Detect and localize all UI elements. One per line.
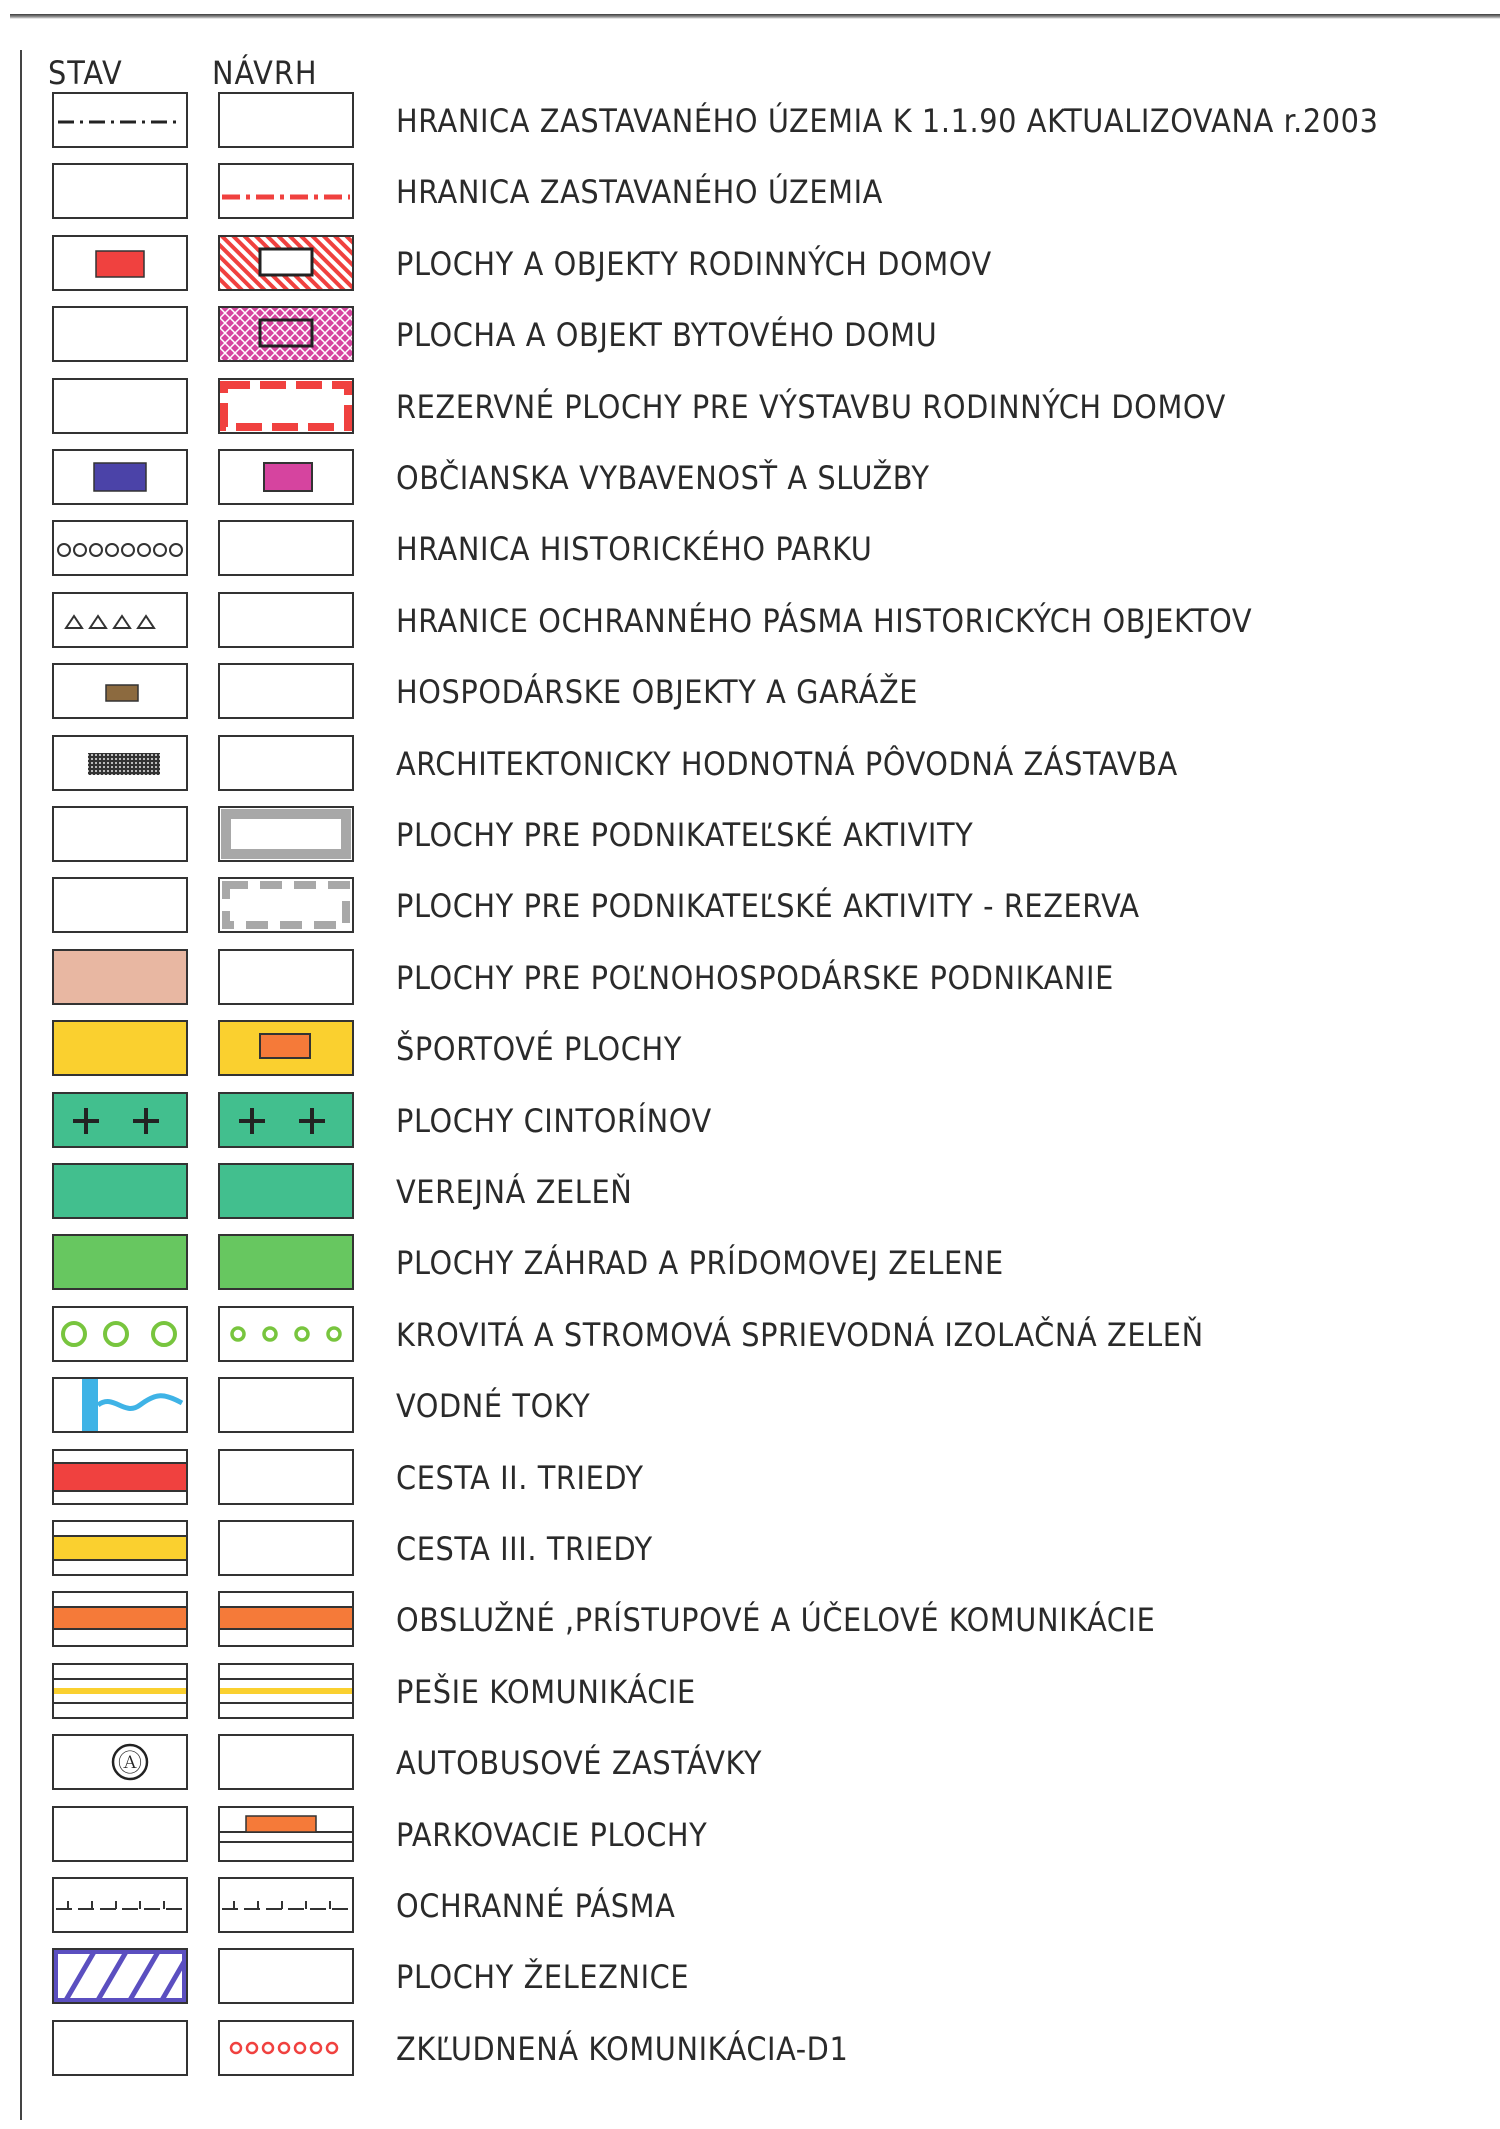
column-header-stav: STAV [48,54,123,92]
red-dashed-border-icon [218,378,354,434]
orange-dots-icon [218,2020,354,2076]
navrh-empty-cell [218,520,354,576]
stav-empty-cell [52,1806,188,1862]
navrh-empty-cell [218,1449,354,1505]
legend-row [0,1806,1500,1866]
legend-label: OBSLUŽNÉ ,PRÍSTUPOVÉ A ÚČELOVÉ KOMUNIKÁCIE [396,1601,1156,1639]
legend-row [0,1020,1500,1080]
legend-label: HRANICA HISTORICKÉHO PARKU [396,530,873,568]
protection-zone-icon [52,1877,188,1933]
legend-row [0,735,1500,795]
legend-label: PLOCHY CINTORÍNOV [396,1102,712,1140]
magenta-crosshatched-rectangle-icon [218,306,354,362]
yellow-thin-road-icon [52,1663,188,1719]
legend-row [0,1663,1500,1723]
grey-dashed-border-icon [218,877,354,933]
legend-row [0,1092,1500,1152]
legend-label: PLOCHY ZÁHRAD A PRÍDOMOVEJ ZELENE [396,1244,1004,1282]
legend-label: HRANICE OCHRANNÉHO PÁSMA HISTORICKÝCH OBJEKTOV [396,602,1253,640]
purple-hatched-icon [52,1948,188,2004]
legend-label: AUTOBUSOVÉ ZASTÁVKY [396,1744,763,1782]
legend-label: REZERVNÉ PLOCHY PRE VÝSTAVBU RODINNÝCH DOMOV [396,388,1226,426]
stav-empty-cell [52,877,188,933]
legend-label: HOSPODÁRSKE OBJEKTY A GARÁŽE [396,673,919,711]
legend-label: VEREJNÁ ZELEŇ [396,1173,633,1211]
yellow-fill-orange-rectangle-icon [218,1020,354,1076]
legend-label: ŠPORTOVÉ PLOCHY [396,1030,682,1068]
legend-row [0,306,1500,366]
parking-icon [218,1806,354,1862]
navrh-empty-cell [218,592,354,648]
legend-row [0,1163,1500,1223]
svg-text:Ⓐ: Ⓐ [118,1749,142,1777]
green-circles-icon [52,1306,188,1362]
navrh-empty-cell [218,949,354,1005]
yellow-fill-icon [52,1020,188,1076]
grey-border-icon [218,806,354,862]
navrh-empty-cell [218,1377,354,1433]
orange-road-icon [52,1591,188,1647]
legend-label: PLOCHY A OBJEKTY RODINNÝCH DOMOV [396,245,992,283]
navrh-empty-cell [218,92,354,148]
teal-fill-icon [218,1163,354,1219]
legend-row [0,92,1500,152]
brown-rectangle-icon [52,663,188,719]
legend-label: PLOCHY PRE POĽNOHOSPODÁRSKE PODNIKANIE [396,959,1114,997]
legend-label: PARKOVACIE PLOCHY [396,1816,708,1854]
legend-label: PEŠIE KOMUNIKÁCIE [396,1673,696,1711]
navrh-empty-cell [218,1948,354,2004]
circle-chain-icon [52,520,188,576]
legend-label: PLOCHY ŽELEZNICE [396,1958,690,1996]
navrh-empty-cell [218,735,354,791]
legend-label: VODNÉ TOKY [396,1387,591,1425]
legend-label: ZKĽUDNENÁ KOMUNIKÁCIA-D1 [396,2030,849,2068]
legend-row [0,877,1500,937]
blue-rectangle-icon [52,449,188,505]
protection-zone-icon [218,1877,354,1933]
paper-top-edge [10,14,1500,19]
legend-label: HRANICA ZASTAVANÉHO ÚZEMIA K 1.1.90 AKTUALIZOVANA r.2003 [396,102,1379,140]
legend-row [0,1591,1500,1651]
stav-empty-cell [52,2020,188,2076]
legend-label: CESTA II. TRIEDY [396,1459,644,1497]
column-header-navrh: NÁVRH [212,54,318,92]
legend-row [0,378,1500,438]
legend-row [0,520,1500,580]
green-fill-icon [218,1234,354,1290]
blue-stream-icon [52,1377,188,1433]
legend-row [0,1306,1500,1366]
red-hatched-rectangle-icon [218,235,354,291]
teal-cross-fill-icon [52,1092,188,1148]
legend-label: CESTA III. TRIEDY [396,1530,653,1568]
legend-row [0,2020,1500,2080]
legend-label: PLOCHA A OBJEKT BYTOVÉHO DOMU [396,316,938,354]
salmon-fill-icon [52,949,188,1005]
navrh-empty-cell [218,1734,354,1790]
legend-row [0,949,1500,1009]
legend-row [0,1948,1500,2008]
stav-empty-cell [52,306,188,362]
legend-label: ARCHITEKTONICKY HODNOTNÁ PÔVODNÁ ZÁSTAVBA [396,745,1178,783]
legend-label: PLOCHY PRE PODNIKATEĽSKÉ AKTIVITY [396,816,974,854]
legend-row [0,1877,1500,1937]
legend-row [0,1234,1500,1294]
green-small-circles-icon [218,1306,354,1362]
yellow-thin-road-icon [218,1663,354,1719]
red-rectangle-icon [52,235,188,291]
teal-fill-icon [52,1163,188,1219]
bus-stop-icon [52,1734,188,1790]
legend-row [0,592,1500,652]
legend-row [0,1377,1500,1437]
legend-row [0,663,1500,723]
legend-label: KROVITÁ A STROMOVÁ SPRIEVODNÁ IZOLAČNÁ ZELEŇ [396,1316,1204,1354]
orange-road-icon [218,1591,354,1647]
legend-label: OCHRANNÉ PÁSMA [396,1887,676,1925]
magenta-rectangle-icon [218,449,354,505]
navrh-empty-cell [218,1520,354,1576]
red-road-icon [52,1449,188,1505]
legend-label: OBČIANSKA VYBAVENOSŤ A SLUŽBY [396,459,930,497]
legend-row [0,163,1500,223]
stav-empty-cell [52,163,188,219]
teal-cross-fill-icon [218,1092,354,1148]
legend-row [0,1734,1500,1794]
legend-label: PLOCHY PRE PODNIKATEĽSKÉ AKTIVITY - REZERVA [396,887,1140,925]
green-fill-icon [52,1234,188,1290]
legend-row [0,449,1500,509]
stav-empty-cell [52,378,188,434]
black-dash-dot-boundary-icon [52,92,188,148]
legend-row [0,235,1500,295]
yellow-road-icon [52,1520,188,1576]
stav-empty-cell [52,806,188,862]
navrh-empty-cell [218,663,354,719]
gridded-rectangle-icon [52,735,188,791]
legend-row [0,806,1500,866]
triangle-chain-icon [52,592,188,648]
legend-label: HRANICA ZASTAVANÉHO ÚZEMIA [396,173,883,211]
legend-row [0,1449,1500,1509]
red-dash-dot-boundary-icon [218,163,354,219]
legend-row [0,1520,1500,1580]
